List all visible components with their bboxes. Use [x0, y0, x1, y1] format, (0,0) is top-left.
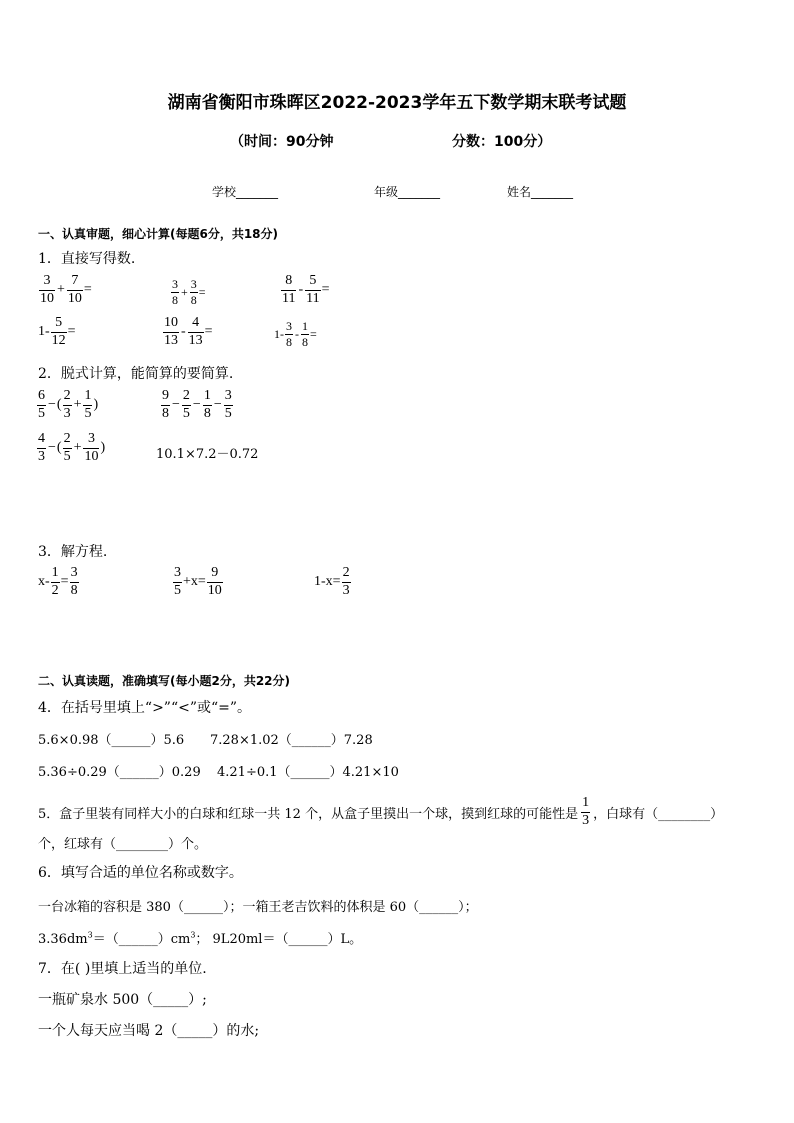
q1-item-2: $\frac{3}{8}$ + $\frac{3}{8}$ =	[172, 277, 206, 307]
question-6-label: 6．填写合适的单位名称或数字。	[38, 865, 243, 881]
q1-item-3: $\frac{8}{11}$ - $\frac{5}{11}$ =	[282, 273, 330, 306]
section-1-heading: 一、认真审题，细心计算(每题6分，共18分)	[38, 227, 279, 241]
q7-line-1: 一瓶矿泉水 500（_____）;	[38, 992, 207, 1008]
q4-item-2: 7.28×1.02（______）7.28	[210, 733, 373, 748]
name-field: 姓名_______	[507, 185, 574, 199]
q6-line-2: $3.36dm^3=(\_\_\_\_\_\_)cm^3$； 9L20ml＝（______）L。	[38, 930, 363, 947]
grade-field: 年级_______	[374, 185, 441, 199]
q4-item-4: 4.21÷0.1（______）4.21×10	[217, 765, 399, 780]
page-title: 湖南省衡阳市珠晖区2022-2023学年五下数学期末联考试题	[167, 93, 627, 113]
q1-item-6: 1- $\frac{3}{8}$ - $\frac{1}{8}$ =	[274, 319, 317, 349]
q2-expression-4: 10.1×7.2－0.72	[156, 447, 259, 462]
q1-item-5: $\frac{10}{13}$ - $\frac{4}{13}$ =	[164, 315, 213, 348]
exam-time: （时间：90分钟	[230, 134, 334, 150]
q3-equation-3: 1-x= $\frac{2}{3}$	[314, 565, 350, 598]
q2-expression-1: $\frac{6}{5}$ − ( $\frac{2}{3}$ + $\frac{1}{5}$ )	[38, 388, 99, 421]
q6-line-1: 一台冰箱的容积是 380（______）；一箱王老吉饮料的体积是 60（______）；	[38, 900, 478, 915]
q2-expression-2: $\frac{9}{8}$ − $\frac{2}{5}$ − $\frac{1}{8}$ − $\frac{3}{5}$	[162, 388, 232, 421]
q1-item-1: $\frac{3}{10}$ + $\frac{7}{10}$ =	[40, 273, 92, 306]
section-2-heading: 二、认真读题，准确填写(每小题2分，共22分)	[38, 674, 291, 688]
school-field: 学校_______	[212, 185, 279, 199]
question-5-text: 5．盒子里装有同样大小的白球和红球一共 12 个，从盒子里摸出一个球，摸到红球的可能性是 $\frac{1}{3}$ ，白球有（________）	[38, 795, 724, 828]
question-4-label: 4．在括号里填上“>”“<”或“=”。	[38, 700, 252, 716]
q1-item-4: 1- $\frac{5}{12}$ =	[38, 315, 76, 348]
question-2-label: 2．脱式计算，能简算的要简算.	[38, 366, 234, 382]
q3-equation-1: x- $\frac{1}{2}$ = $\frac{3}{8}$	[38, 565, 78, 598]
q4-item-1: 5.6×0.98（______）5.6	[38, 733, 185, 748]
q7-line-2: 一个人每天应当喝 2（_____）的水;	[38, 1023, 260, 1039]
q3-equation-2: $\frac{3}{5}$ +x= $\frac{9}{10}$	[174, 565, 222, 598]
question-1-label: 1．直接写得数.	[38, 251, 136, 267]
question-5-line-2: 个，红球有（________）个。	[38, 837, 208, 852]
exam-score: 分数：100分）	[452, 134, 552, 150]
question-3-label: 3．解方程.	[38, 544, 108, 560]
q2-expression-3: $\frac{4}{3}$ − ( $\frac{2}{5}$ + $\frac{3}{10}$ )	[38, 431, 106, 464]
q4-item-3: 5.36÷0.29（______）0.29	[38, 765, 201, 780]
question-7-label: 7．在( )里填上适当的单位.	[38, 961, 207, 977]
